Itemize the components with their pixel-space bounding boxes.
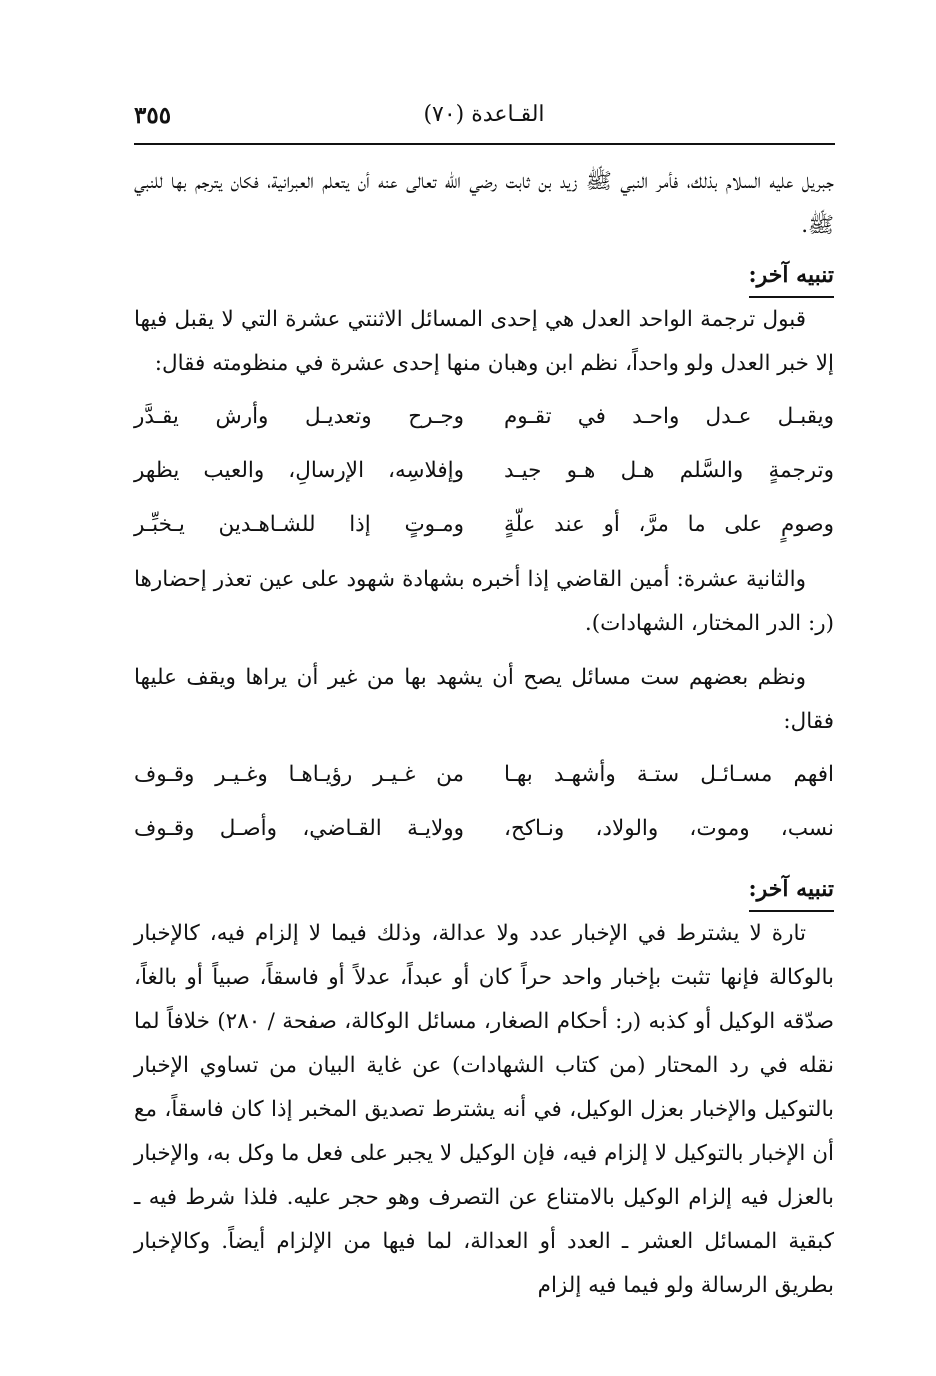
verse-second-hemistich: وإفلاسِه، الإرسالِ، والعيب يظهر <box>134 458 464 483</box>
verse-second-hemistich: وجـرح وتعديـل وأرش يقـدَّر <box>134 404 464 429</box>
poem-2-verse-2 <box>134 802 834 856</box>
poem-2 <box>134 748 834 856</box>
paragraph-5: تارة لا يشترط في الإخبار عدد ولا عدالة، وذلك فيما لا إلزام فيه، كالإخبار بالوكالة فإنها تثبت بإخبار واحد حراً كان أو عبداً، عدلاً أو فاسقاً، صبياً أو بالغاً، صدّقه الوكيل أو كذبه (ر: أحكام الصغار، مسائل الوكالة، صفحة / ٢٨٠) خلافاً لما نقله في رد المحتار (من كتاب الشهادات) عن غاية البيان من تساوي الإخبار بالتوكيل والإخبار بعزل الوكيل، في أنه يشترط تصديق المخبر إذا كان فاسقاً، مع أن الإخبار بالتوكيل لا إلزام فيه، فإن الوكيل لا يجبر على فعل ما وكل به، والإخبار بالعزل فيه إلزام الوكيل بالامتناع عن التصرف وهو حجر عليه. فلذا شرط فيه ـ كبقية المسائل العشر ـ العدد أو العدالة، لما فيها من الإلزام أيضاً. وكالإخبار بطريق الرسالة ولو فيما فيه إلزام <box>134 921 835 1298</box>
header-rule <box>134 143 835 145</box>
paragraph-2: قبول ترجمة الواحد العدل هي إحدى المسائل الاثنتي عشرة التي لا يقبل فيها إلا خبر العدل ولو واحداً، نظم ابن وهبان منها إحدى عشرة في منظومته فقال: <box>134 307 834 376</box>
heading-wrapper-1 <box>134 248 834 298</box>
verse-first-hemistich: وترجمةٍ والسَّلم هـل هـو جيـد <box>504 458 834 483</box>
section-heading-2: تنبيه آخر: <box>749 868 834 912</box>
page-header <box>134 98 834 140</box>
poem-1 <box>134 390 834 552</box>
verse-first-hemistich: ويقبـل عـدل واحـد في تقـوم <box>504 404 834 429</box>
page-body <box>134 160 834 1308</box>
spacer <box>134 646 834 656</box>
poem-2-verse-1 <box>134 748 834 802</box>
poem-1-verse-2 <box>134 444 834 498</box>
verse-first-hemistich: وصومٍ على ما مرَّ، أو عند علّةٍ <box>504 512 834 537</box>
verse-second-hemistich: من غـيـر رؤيـاهـا وغـيـر وقـوف <box>134 762 464 787</box>
paragraph-3: والثانية عشرة: أمين القاضي إذا أخبره بشهادة شهود على عين تعذر إحضارها (ر: الدر المختار، الشهادات). <box>134 567 834 636</box>
paragraph-1: جبريل عليه السلام بذلك، فأمر النبي ﷺ زيد بن ثابت رضي الله تعالى عنه أن يتعلم العبرانية، فكان يترجم بها للنبي ﷺ. <box>134 169 834 238</box>
page-number: ٣٥٥ <box>134 102 172 129</box>
verse-second-hemistich: وولايـة القـاضي، وأصـل وقـوف <box>134 816 464 841</box>
poem-1-verse-3 <box>134 498 834 552</box>
section-heading-1: تنبيه آخر: <box>749 254 834 298</box>
verse-second-hemistich: ومـوتٍ إذا للشـاهـدين يـخبِّـر <box>134 512 464 537</box>
paragraph-4: ونظم بعضهم ست مسائل يصح أن يشهد بها من غير أن يراها ويقف عليها فقال: <box>134 665 834 734</box>
running-title: القـاعدة (٧٠) <box>423 102 545 127</box>
verse-first-hemistich: نسب، وموت، والولاد، ونـاكح، <box>504 816 834 841</box>
verse-first-hemistich: افهم مسـائـل ستـة وأشهـد بهـا <box>504 762 834 787</box>
poem-1-verse-1 <box>134 390 834 444</box>
heading-wrapper-2 <box>134 862 834 912</box>
